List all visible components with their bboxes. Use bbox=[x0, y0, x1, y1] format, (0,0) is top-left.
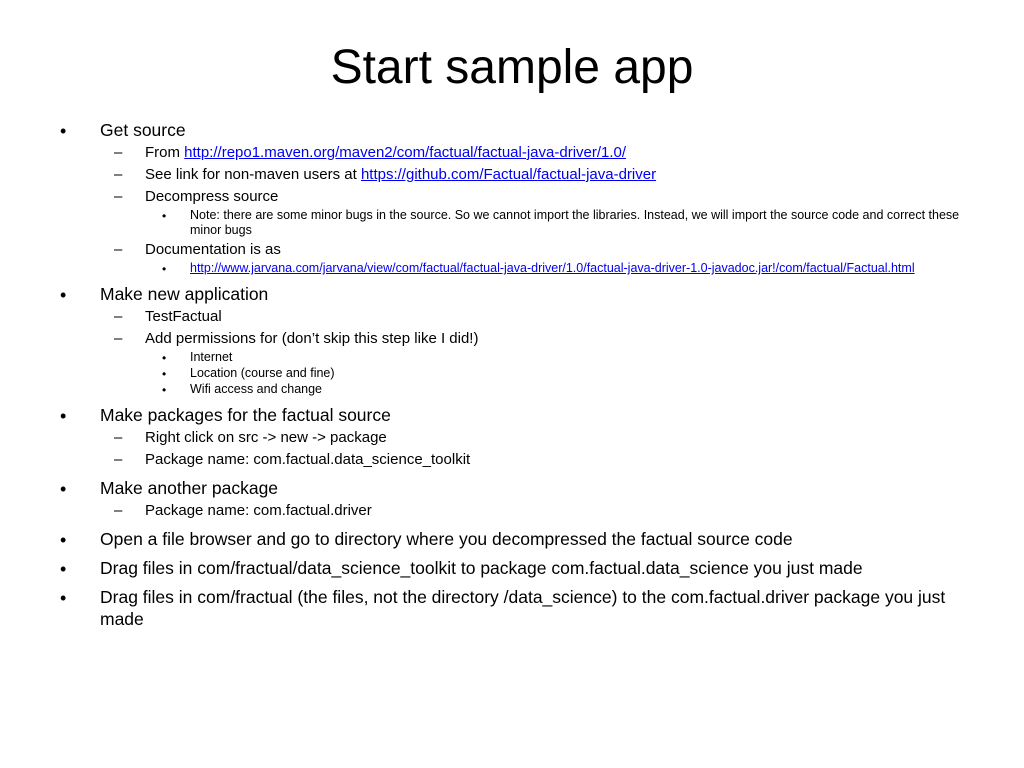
bullet-dot-icon: • bbox=[162, 383, 167, 397]
list-item-level-3 bbox=[0, 208, 1024, 238]
list-item-level-2 bbox=[0, 187, 1024, 207]
bullet-dash-icon: – bbox=[114, 241, 123, 258]
list-item-text: Location (course and fine) bbox=[190, 366, 335, 380]
bullet-dot-icon: • bbox=[162, 262, 167, 276]
bullet-list bbox=[0, 112, 1024, 630]
list-item-text bbox=[145, 143, 980, 163]
bullet-dot-icon: • bbox=[162, 209, 167, 223]
list-item-level-2 bbox=[0, 329, 1024, 349]
list-item-text: TestFactual bbox=[145, 308, 222, 325]
list-item-level-3 bbox=[0, 261, 1024, 276]
list-item-text: Open a file browser and go to directory where you decompressed the factual source code bbox=[100, 529, 793, 549]
list-item-level-1 bbox=[0, 528, 1024, 550]
list-item-text: Get source bbox=[100, 120, 186, 140]
list-item-prefix: From bbox=[145, 144, 185, 161]
bullet-dash-icon: – bbox=[114, 330, 123, 347]
list-item-text bbox=[145, 165, 980, 185]
bullet-dot-icon: • bbox=[60, 530, 67, 550]
bullet-dash-icon: – bbox=[114, 308, 123, 325]
bullet-dot-icon: • bbox=[162, 351, 167, 365]
hyperlink[interactable]: http://repo1.maven.org/maven2/com/factual/factual-java-driver/1.0/ bbox=[184, 144, 627, 161]
list-item-text: Decompress source bbox=[145, 188, 279, 205]
list-item-level-1 bbox=[0, 586, 1024, 630]
list-item-text: Make another package bbox=[100, 478, 279, 498]
list-item-level-2 bbox=[0, 501, 1024, 521]
list-item-level-1 bbox=[0, 404, 1024, 426]
list-item-level-1 bbox=[0, 477, 1024, 499]
bullet-dot-icon: • bbox=[60, 479, 67, 499]
list-item-level-2 bbox=[0, 165, 1024, 185]
list-item-level-2 bbox=[0, 240, 1024, 260]
list-item-level-2 bbox=[0, 143, 1024, 163]
list-item-text: Documentation is as bbox=[145, 241, 281, 258]
list-item-text: Internet bbox=[190, 350, 233, 364]
bullet-dash-icon: – bbox=[114, 429, 123, 446]
bullet-dash-icon: – bbox=[114, 144, 123, 161]
bullet-dot-icon: • bbox=[60, 285, 67, 305]
list-item-level-3 bbox=[0, 366, 1024, 381]
list-item-text: Wifi access and change bbox=[190, 382, 323, 396]
list-item-text: Drag files in com/fractual (the files, not the directory /data_science) to the com.factual.driver package you just made bbox=[100, 587, 946, 629]
list-item-text: Drag files in com/fractual/data_science_toolkit to package com.factual.data_science you just made bbox=[100, 558, 863, 578]
bullet-dash-icon: – bbox=[114, 502, 123, 519]
list-item-level-2 bbox=[0, 428, 1024, 448]
list-item-level-3 bbox=[0, 350, 1024, 365]
list-item-level-1 bbox=[0, 557, 1024, 579]
bullet-dot-icon: • bbox=[60, 406, 67, 426]
list-item-text: Note: there are some minor bugs in the source. So we cannot import the libraries. Instead, we will import the source code and correct these minor bugs bbox=[190, 208, 960, 237]
list-item-prefix: See link for non-maven users at bbox=[145, 166, 361, 183]
bullet-dot-icon: • bbox=[60, 559, 67, 579]
hyperlink[interactable]: https://github.com/Factual/factual-java-driver bbox=[360, 166, 657, 183]
bullet-dash-icon: – bbox=[114, 451, 123, 468]
list-item-text: Package name: com.factual.data_science_toolkit bbox=[145, 451, 471, 468]
bullet-dash-icon: – bbox=[114, 166, 123, 183]
list-item-text: Add permissions for (don’t skip this step like I did!) bbox=[145, 330, 479, 347]
list-item-text bbox=[190, 261, 970, 276]
list-item-level-3 bbox=[0, 382, 1024, 397]
bullet-dot-icon: • bbox=[60, 588, 67, 608]
list-item-level-1 bbox=[0, 119, 1024, 141]
list-item-text: Package name: com.factual.driver bbox=[145, 502, 372, 519]
list-item-level-2 bbox=[0, 450, 1024, 470]
list-item-level-2 bbox=[0, 307, 1024, 327]
list-item-text: Make new application bbox=[100, 284, 269, 304]
hyperlink[interactable]: http://www.jarvana.com/jarvana/view/com/factual/factual-java-driver/1.0/factual-java-driver-1.0-javadoc.jar!/com/factual/Factual.html bbox=[190, 261, 915, 275]
bullet-dash-icon: – bbox=[114, 188, 123, 205]
list-item-text: Make packages for the factual source bbox=[100, 405, 391, 425]
list-item-level-1 bbox=[0, 283, 1024, 305]
slide-title: Start sample app bbox=[330, 41, 694, 94]
bullet-dot-icon: • bbox=[162, 367, 167, 381]
list-item-text: Right click on src -> new -> package bbox=[145, 429, 387, 446]
bullet-dot-icon: • bbox=[60, 121, 67, 141]
